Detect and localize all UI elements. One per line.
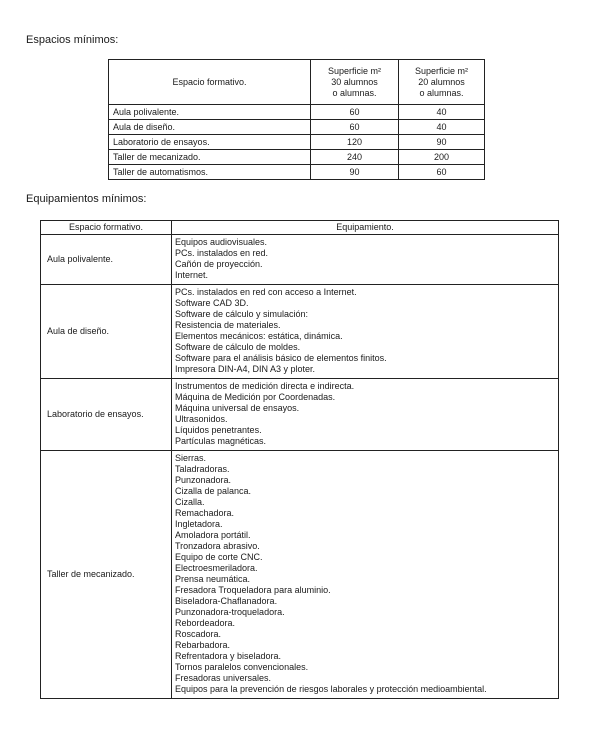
- equipment-item: Instrumentos de medición directa e indirecta.: [175, 381, 355, 391]
- table-row: [109, 165, 485, 180]
- equipment-item: Equipo de corte CNC.: [175, 552, 263, 562]
- table-row: [41, 235, 559, 285]
- cell-espacio: Aula de diseño.: [41, 285, 172, 379]
- cell-espacio: Aula polivalente.: [109, 105, 311, 120]
- cell-espacio: Aula polivalente.: [41, 235, 172, 285]
- equipment-item: Equipos audiovisuales.: [175, 237, 268, 247]
- equipment-item: Partículas magnéticas.: [175, 436, 267, 446]
- cell-superficie-30: 60: [311, 120, 399, 135]
- equipment-item: Fresadoras universales.: [175, 673, 272, 683]
- cell-espacio: Aula de diseño.: [109, 120, 311, 135]
- cell-equipamiento: [172, 379, 559, 451]
- equipment-item: Amoladora portátil.: [175, 530, 251, 540]
- equipment-item: Electroesmeriladora.: [175, 563, 258, 573]
- cell-espacio: Laboratorio de ensayos.: [109, 135, 311, 150]
- equipment-item: Líquidos penetrantes.: [175, 425, 262, 435]
- equipment-item: Máquina universal de ensayos.: [175, 403, 300, 413]
- cell-equipamiento: [172, 451, 559, 699]
- cell-superficie-20: 200: [399, 150, 485, 165]
- equipment-item: Ingletadora.: [175, 519, 223, 529]
- espacios-table: [108, 59, 485, 180]
- equipment-item: PCs. instalados en red con acceso a Internet.: [175, 287, 357, 297]
- equipment-item: Software de cálculo y simulación:: [175, 309, 309, 319]
- table-header-row: [41, 221, 559, 235]
- equipment-item: Tornos paralelos convencionales.: [175, 662, 309, 672]
- equipment-item: Prensa neumática.: [175, 574, 251, 584]
- header-line: Superficie m²: [327, 65, 381, 76]
- equipment-item: Remachadora.: [175, 508, 235, 518]
- table-row: [41, 379, 559, 451]
- header-line: 20 alumnos: [418, 76, 465, 87]
- equipment-item: Software para el análisis básico de elementos finitos.: [175, 353, 387, 363]
- table-row: [109, 135, 485, 150]
- cell-equipamiento: [172, 285, 559, 379]
- cell-superficie-30: 90: [311, 165, 399, 180]
- table-row: [41, 285, 559, 379]
- cell-superficie-30: 60: [311, 105, 399, 120]
- equipment-item: Máquina de Medición por Coordenadas.: [175, 392, 336, 402]
- equipment-item: Software CAD 3D.: [175, 298, 249, 308]
- equipment-item: Equipos para la prevención de riesgos laborales y protección medioambiental.: [175, 684, 487, 694]
- equipment-item: Ultrasonidos.: [175, 414, 228, 424]
- equipment-item: Biseladora-Chaflanadora.: [175, 596, 278, 606]
- cell-espacio: Taller de mecanizado.: [109, 150, 311, 165]
- equipment-item: Punzonadora.: [175, 475, 232, 485]
- equipamientos-heading: Equipamientos mínimos:: [26, 193, 147, 205]
- table-header-row: [109, 60, 485, 105]
- equipment-item: Punzonadora-troqueladora.: [175, 607, 285, 617]
- column-header-superficie-20: [399, 60, 485, 105]
- header-line: o alumnas.: [419, 87, 464, 98]
- equipment-item: Cizalla de palanca.: [175, 486, 252, 496]
- equipment-item: Internet.: [175, 270, 209, 280]
- cell-superficie-20: 40: [399, 105, 485, 120]
- equipment-item: Elementos mecánicos: estática, dinámica.: [175, 331, 343, 341]
- equipment-item: Sierras.: [175, 453, 207, 463]
- cell-espacio: Taller de automatismos.: [109, 165, 311, 180]
- equipment-item: Rebordeadora.: [175, 618, 236, 628]
- cell-superficie-30: 120: [311, 135, 399, 150]
- equipment-item: Impresora DIN-A4, DIN A3 y ploter.: [175, 364, 316, 374]
- equipment-item: Tronzadora abrasivo.: [175, 541, 260, 551]
- equipamientos-table: [40, 220, 559, 699]
- cell-superficie-20: 60: [399, 165, 485, 180]
- cell-espacio: Taller de mecanizado.: [41, 451, 172, 699]
- equipment-item: Cizalla.: [175, 497, 205, 507]
- equipment-item: Software de cálculo de moldes.: [175, 342, 301, 352]
- header-line: 30 alumnos: [331, 76, 378, 87]
- cell-superficie-20: 90: [399, 135, 485, 150]
- equipment-item: Taladradoras.: [175, 464, 230, 474]
- equipment-item: Rebarbadora.: [175, 640, 231, 650]
- column-header-superficie-30: [311, 60, 399, 105]
- equipment-item: Fresadora Troqueladora para aluminio.: [175, 585, 331, 595]
- column-header-equipamiento: Equipamiento.: [172, 221, 559, 235]
- cell-espacio: Laboratorio de ensayos.: [41, 379, 172, 451]
- cell-superficie-20: 40: [399, 120, 485, 135]
- equipment-item: Roscadora.: [175, 629, 222, 639]
- cell-equipamiento: [172, 235, 559, 285]
- table-row: [109, 150, 485, 165]
- table-row: [109, 105, 485, 120]
- header-line: o alumnas.: [332, 87, 377, 98]
- equipment-item: Resistencia de materiales.: [175, 320, 281, 330]
- table-row: [109, 120, 485, 135]
- column-header-espacio: Espacio formativo.: [41, 221, 172, 235]
- espacios-heading: Espacios mínimos:: [26, 34, 119, 46]
- equipment-item: PCs. instalados en red.: [175, 248, 269, 258]
- table-row: [41, 451, 559, 699]
- cell-superficie-30: 240: [311, 150, 399, 165]
- equipment-item: Cañón de proyección.: [175, 259, 263, 269]
- header-line: Superficie m²: [414, 65, 468, 76]
- equipment-item: Refrentadora y biseladora.: [175, 651, 282, 661]
- column-header-espacio: Espacio formativo.: [109, 60, 311, 105]
